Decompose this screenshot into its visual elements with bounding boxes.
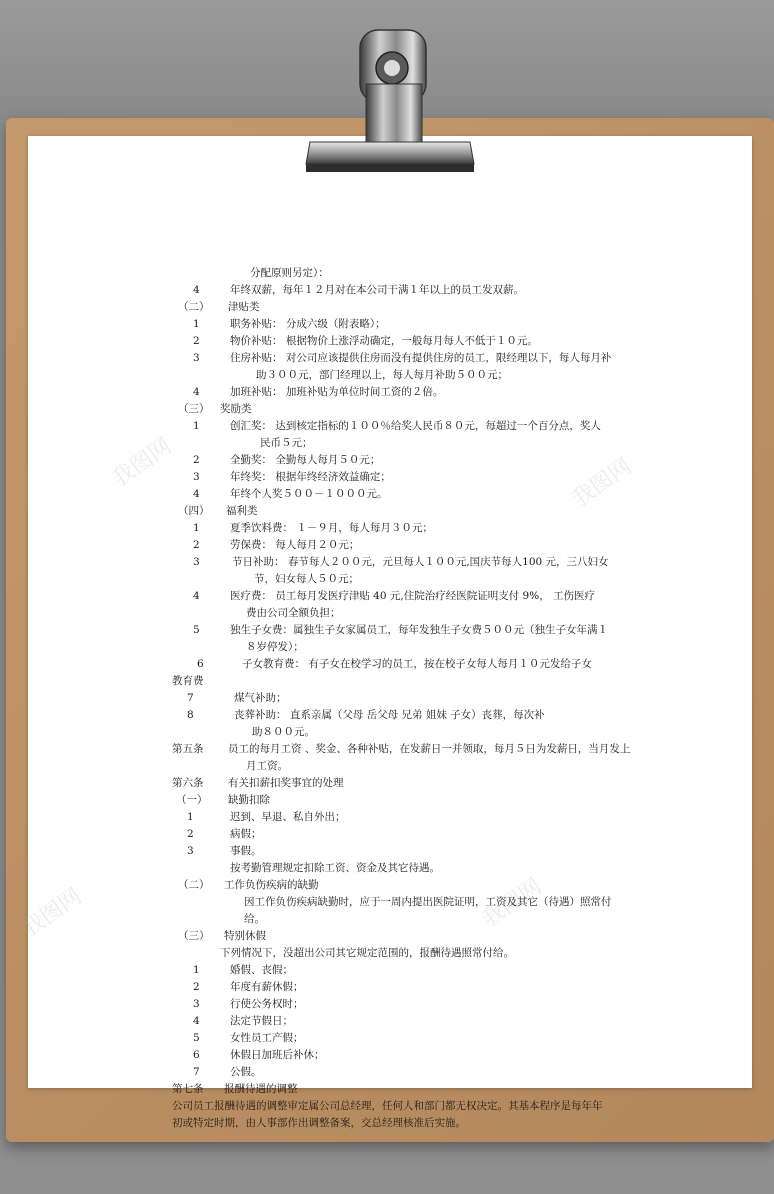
document-line: 下列情况下，没超出公司其它规定范围的，报酬待遇照常付给。 — [220, 947, 514, 959]
document-line: 2 年度有薪休假； — [193, 981, 304, 993]
document-line: 因工作负伤疾病缺勤时，应于一周内提出医院证明，工资及其它（待遇）照常付 — [244, 896, 612, 908]
document-line: 1 婚假、丧假； — [193, 964, 293, 976]
document-line: 3 年终奖： 根据年终经济效益确定； — [193, 471, 391, 483]
document-line: 民币５元； — [260, 437, 313, 449]
section-heading: （四） 福利类 — [178, 505, 258, 517]
document-line: 助３００元，部门经理以上，每人每月补助５００元； — [256, 369, 508, 381]
document-line: 7 煤气补助； — [187, 692, 287, 704]
document-line: ８岁停发）； — [246, 641, 304, 653]
document-line: 3 行使公务权时； — [193, 998, 304, 1010]
document-line: 教育费 — [172, 675, 204, 687]
document-paragraph: 公司员工报酬待遇的调整审定属公司总经理，任何人和部门都无权决定。其基本程序是每年年初或特定时期，由人事部作出调整备案，交总经理核准后实施。 — [172, 1100, 603, 1129]
document-line: 7 公假。 — [193, 1066, 262, 1078]
article-line: 第六条 有关扣薪扣奖事宜的处理 — [172, 777, 344, 789]
section-heading: （三） 奖励类 — [178, 403, 252, 415]
watermark: 我图网 — [17, 883, 87, 943]
document-line: 分配原则另定）： — [250, 267, 329, 279]
article-line: 第五条 员工的每月工资 、奖金、各种补贴，在发薪日一并领取，每月５日为发薪日，当月发上 — [172, 743, 631, 755]
document-line: 1 职务补贴： 分成六级（附表略）； — [193, 318, 386, 330]
document-line: 4 加班补贴： 加班补贴为单位时间工资的２倍。 — [193, 386, 444, 398]
document-line: 4 年终个人奖５００－１０００元。 — [193, 488, 388, 500]
document-line: 8 丧葬补助： 直系亲属（父母 岳父母 兄弟 姐妹 子女）丧葬，每次补 — [187, 709, 545, 721]
document-line: 4 年终双薪，每年１２月对在本公司干满１年以上的员工发双薪。 — [193, 284, 524, 296]
document-line: 1 夏季饮料费： １－９月，每人每月３０元； — [193, 522, 433, 534]
document-line: 1 迟到、早退、私自外出； — [187, 811, 346, 823]
section-heading: （二） 津贴类 — [178, 301, 260, 313]
document-line: 给。 — [244, 913, 265, 925]
watermark: 我图网 — [567, 453, 637, 513]
document-body — [172, 265, 631, 1132]
document-line: 按考勤管理规定扣除工资、资金及其它待遇。 — [230, 862, 440, 874]
document-line: 费由公司全额负担； — [246, 607, 341, 619]
document-line: 2 全勤奖： 全勤每人每月５０元； — [193, 454, 381, 466]
document-line: 3 节日补助： 春节每人２００元，元旦每人１００元,国庆节每人100 元，三八妇女 — [193, 556, 609, 568]
binder-clip-icon — [300, 24, 480, 184]
document-line: 2 物价补贴： 根据物价上涨浮动确定，一般每月每人不低于１０元。 — [193, 335, 538, 347]
document-line: 3 事假。 — [187, 845, 262, 857]
document-line: 月工资。 — [246, 760, 288, 772]
document-line: 2 劳保费： 每人每月２０元； — [193, 539, 360, 551]
section-heading: （一） 缺勤扣除 — [176, 794, 270, 806]
watermark: 我图网 — [107, 433, 177, 493]
article-line: 第七条 报酬待遇的调整 — [172, 1083, 298, 1095]
document-line: 6 休假日加班后补休； — [193, 1049, 325, 1061]
document-line: 1 创汇奖： 达到核定指标的１００％给奖人民币８０元，每超过一个百分点，奖人 — [193, 420, 601, 432]
document-line: 4 医疗费： 员工每月发医疗津贴 40 元,住院治疗经医院证明支付 9%， 工伤医疗 — [193, 590, 596, 602]
document-line: 5 独生子女费：属独生子女家属员工，每年发独生子女费５００元（独生子女年满１ — [193, 624, 608, 636]
watermark: 我图网 — [477, 873, 547, 933]
document-line: 4 法定节假日； — [193, 1015, 293, 1027]
section-heading: （二） 工作负伤疾病的缺勤 — [178, 879, 319, 891]
document-line: 5 女性员工产假； — [193, 1032, 304, 1044]
document-line: 助８００元。 — [252, 726, 315, 738]
section-heading: （三） 特别休假 — [178, 930, 266, 942]
document-line: 节，妇女每人５０元； — [254, 573, 359, 585]
document-line: 3 住房补贴： 对公司应该提供住房而没有提供住房的员工，限经理以下，每人每月补 — [193, 352, 612, 364]
document-line: 2 病假； — [187, 828, 262, 840]
document-line: 6 子女教育费： 有子女在校学习的员工，按在校子女每人每月１０元发给子女 — [197, 658, 592, 670]
